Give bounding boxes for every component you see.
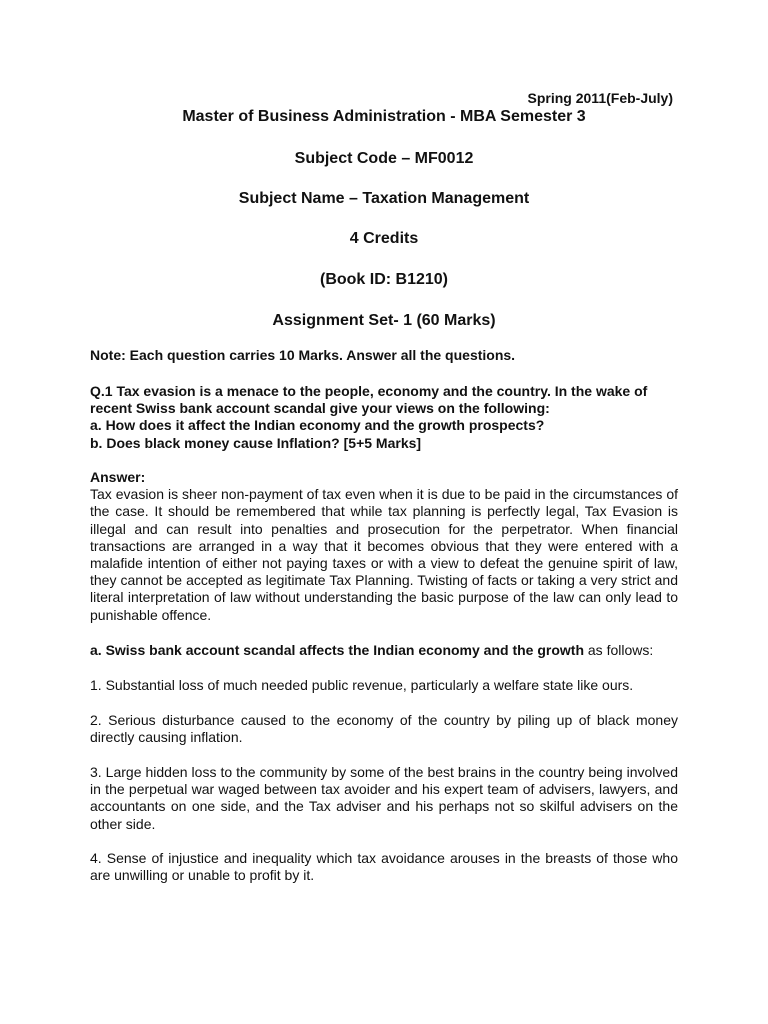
credits: 4 Credits [349,230,419,247]
answer-body: Tax evasion is sheer non-payment of tax even when it is due to be paid in the circumstances of the case. It should be remembered that while tax planning is perfectly legal, Tax Evasion is illegal and can result into penalties and prosecution for the perpetrator. When financial transactions are arranged in a way that it becomes obvious that they were entered with a malafide intention of either not paying taxes or with a view to defeat the genuine spirit of law, they cannot be accepted as legitimate Tax Planning. Twisting of facts or taking a very strict and literal interpretation of law without understanding the basic purpose of the law can only lead to punishable offence. [90,486,678,623]
note-text: Note: Each question carries 10 Marks. Answer all the questions. [90,347,516,363]
section-a-heading [90,642,678,659]
section-a-point-3: 3. Large hidden loss to the community by some of the best brains in the country being involved in the perpetual war waged between tax avoider and his expert team of advisers, lawyers, and accountants on one side, and the Tax adviser and his perhaps not so skilful advisers on the other side. [90,764,678,832]
assignment-title: Assignment Set- 1 (60 Marks) [272,312,496,329]
answer-block [90,469,678,624]
semester-label: Spring 2011(Feb-July) [527,90,673,106]
section-a-heading-rest: as follows: [584,642,654,658]
answer-heading: Answer: [90,469,146,485]
section-a-point-4: 4. Sense of injustice and inequality which tax avoidance arouses in the breasts of those who are unwilling or unable to profit by it. [90,850,678,884]
subject-code: Subject Code – MF0012 [294,150,474,167]
question-part-b: b. Does black money cause Inflation? [5+5 Marks] [90,434,422,451]
section-a-point-2: 2. Serious disturbance caused to the economy of the country by piling up of black money directly causing inflation. [90,712,678,746]
section-a-point-1: 1. Substantial loss of much needed public revenue, particularly a welfare state like ours. [90,677,634,693]
question-part-a: a. How does it affect the Indian economy and the growth prospects? [90,417,545,434]
section-a-heading-bold: a. Swiss bank account scandal affects the Indian economy and the growth [90,642,584,658]
subject-name: Subject Name – Taxation Management [238,190,530,207]
book-id: (Book ID: B1210) [319,271,449,288]
question-block [90,383,678,452]
question-text: Q.1 Tax evasion is a menace to the people, economy and the country. In the wake of recent Swiss bank account scandal give your views on the following: [90,383,648,417]
program-title: Master of Business Administration - MBA Semester 3 [182,108,586,125]
